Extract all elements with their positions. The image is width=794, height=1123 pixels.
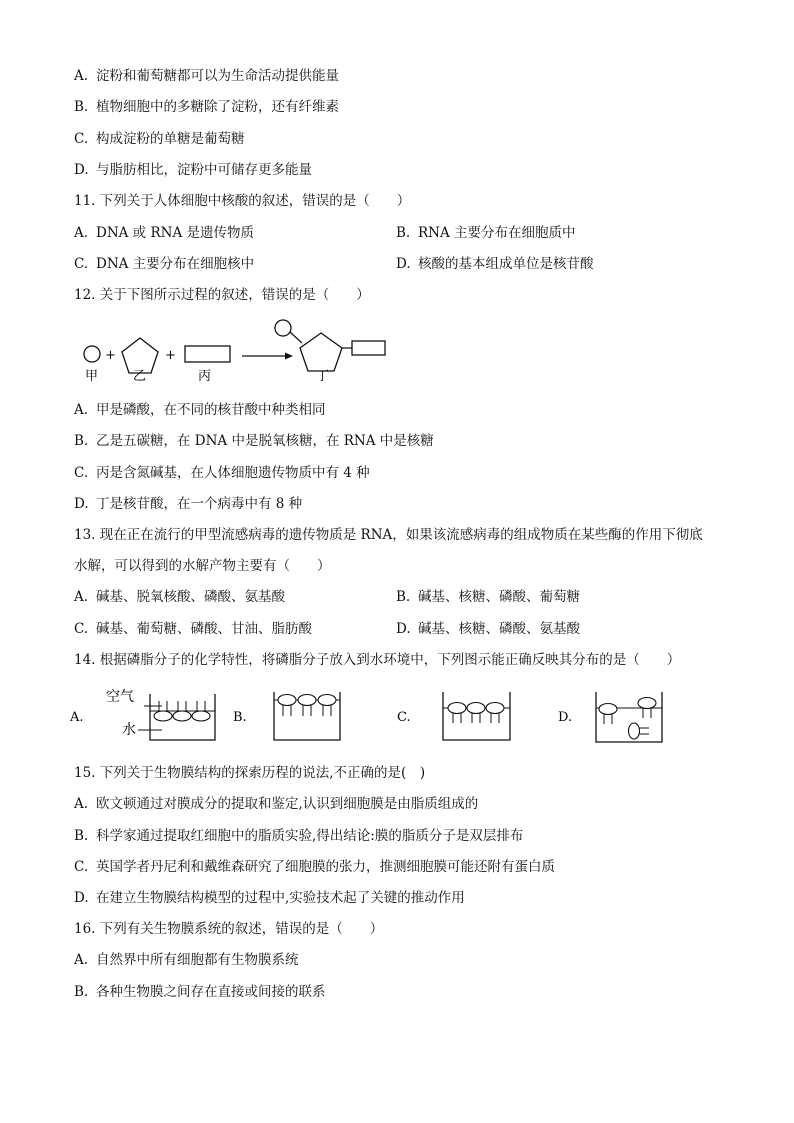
phospholipid-option-c (397, 692, 510, 740)
phospholipid-option-b (233, 692, 340, 740)
q16-option-b: B. 各种生物膜之间存在直接或间接的联系 (74, 984, 326, 1000)
q12-option-a: A. 甲是磷酸，在不同的核苷酸中种类相同 (74, 402, 326, 418)
q13-option-b: B. 碱基、核糖、磷酸、葡萄糖 (396, 589, 580, 605)
q12-option-c: C. 丙是含氮碱基，在人体细胞遗传物质中有 4 种 (74, 465, 370, 481)
head-b-2 (298, 695, 316, 706)
head-a-2 (173, 711, 191, 721)
head-b-1 (278, 695, 296, 706)
head-d-1 (599, 704, 617, 715)
phospholipid-option-a (70, 688, 215, 740)
q10-option-d: D. 与脂肪相比，淀粉中可储存更多能量 (74, 162, 312, 178)
option-a-label: A. (70, 710, 84, 725)
plus-sign-2: + (165, 348, 176, 363)
q13-stem-line1: 13. 现在正在流行的甲型流感病毒的遗传物质是 RNA，如果该流感病毒的组成物质在某些酶的作用下彻底 (74, 527, 703, 543)
tails-b (283, 705, 331, 716)
q16-option-a: A. 自然界中所有细胞都有生物膜系统 (74, 952, 299, 968)
q15-option-b: B. 科学家通过提取红细胞中的脂质实验,得出结论:膜的脂质分子是双层排布 (74, 828, 524, 844)
option-b-label: B. (233, 710, 247, 725)
q10-option-a: A. 淀粉和葡萄糖都可以为生命活动提供能量 (74, 68, 339, 84)
head-a-3 (192, 711, 210, 721)
tails-c (453, 713, 499, 723)
air-label: 空气 (106, 689, 134, 705)
option-d-label: D. (558, 710, 573, 725)
base-rectangle (185, 346, 230, 362)
q16-stem: 16. 下列有关生物膜系统的叙述，错误的是（ ） (74, 921, 384, 937)
head-a-1 (154, 711, 172, 721)
label-ding: 丁 (316, 369, 330, 384)
head-c-2 (467, 703, 485, 714)
tails-d-bottom (639, 728, 649, 734)
q12-stem: 12. 关于下图所示过程的叙述，错误的是（ ） (74, 287, 370, 303)
head-c-3 (486, 703, 504, 714)
option-c-label: C. (397, 710, 411, 725)
q14-stem: 14. 根据磷脂分子的化学特性，将磷脂分子放入到水环境中，下列图示能正确反映其分布的是（ ） (74, 652, 681, 668)
q13-stem-line2: 水解，可以得到的水解产物主要有（ ） (74, 558, 331, 574)
label-yi: 乙 (133, 369, 147, 384)
q15-option-a: A. 欧文顿通过对膜成分的提取和鉴定,认识到细胞膜是由脂质组成的 (74, 796, 479, 812)
plus-sign-1: + (105, 348, 116, 363)
q11-stem: 11. 下列关于人体细胞中核酸的叙述，错误的是（ ） (74, 193, 411, 209)
nucleotide-sugar (300, 333, 342, 371)
q15-option-c: C. 英国学者丹尼利和戴维森研究了细胞膜的张力，推测细胞膜可能还附有蛋白质 (74, 859, 555, 875)
phosphate-bond (290, 332, 302, 343)
head-d-2 (638, 698, 656, 709)
tails-a (159, 701, 205, 711)
q10-option-b: B. 植物细胞中的多糖除了淀粉，还有纤维素 (74, 99, 339, 115)
pentose-pentagon (122, 338, 158, 373)
q11-option-d: D. 核酸的基本组成单位是核苷酸 (396, 256, 594, 272)
head-b-3 (318, 695, 336, 706)
nucleotide-phosphate (275, 320, 291, 336)
label-jia: 甲 (85, 369, 99, 384)
phosphate-circle (84, 346, 100, 362)
head-c-1 (448, 703, 466, 714)
q15-stem: 15. 下列关于生物膜结构的探索历程的说法,不正确的是( ) (74, 765, 426, 781)
q12-option-d: D. 丁是核苷酸，在一个病毒中有 8 种 (74, 496, 303, 512)
q11-option-a: A. DNA 或 RNA 是遗传物质 (74, 225, 254, 241)
q10-option-c: C. 构成淀粉的单糖是葡萄糖 (74, 131, 245, 147)
q11-option-c: C. DNA 主要分布在细胞核中 (74, 256, 255, 272)
phospholipid-option-d (558, 692, 662, 742)
q11-option-b: B. RNA 主要分布在细胞质中 (396, 225, 576, 241)
q13-option-c: C. 碱基、葡萄糖、磷酸、甘油、脂肪酸 (74, 621, 312, 637)
nucleotide-formation-diagram (80, 316, 400, 386)
nucleotide-base (352, 341, 385, 355)
q15-option-d: D. 在建立生物膜结构模型的过程中,实验技术起了关键的推动作用 (74, 890, 465, 906)
head-d-3 (629, 723, 640, 739)
phospholipid-options-diagram (70, 686, 710, 748)
arrow-head (285, 353, 293, 360)
label-bing: 丙 (198, 369, 212, 384)
q13-option-a: A. 碱基、脱氧核酸、磷酸、氨基酸 (74, 589, 285, 605)
water-label: 水 (122, 722, 136, 738)
q12-option-b: B. 乙是五碳糖，在 DNA 中是脱氧核糖，在 RNA 中是核糖 (74, 433, 434, 449)
q13-option-d: D. 碱基、核糖、磷酸、氨基酸 (396, 621, 580, 637)
